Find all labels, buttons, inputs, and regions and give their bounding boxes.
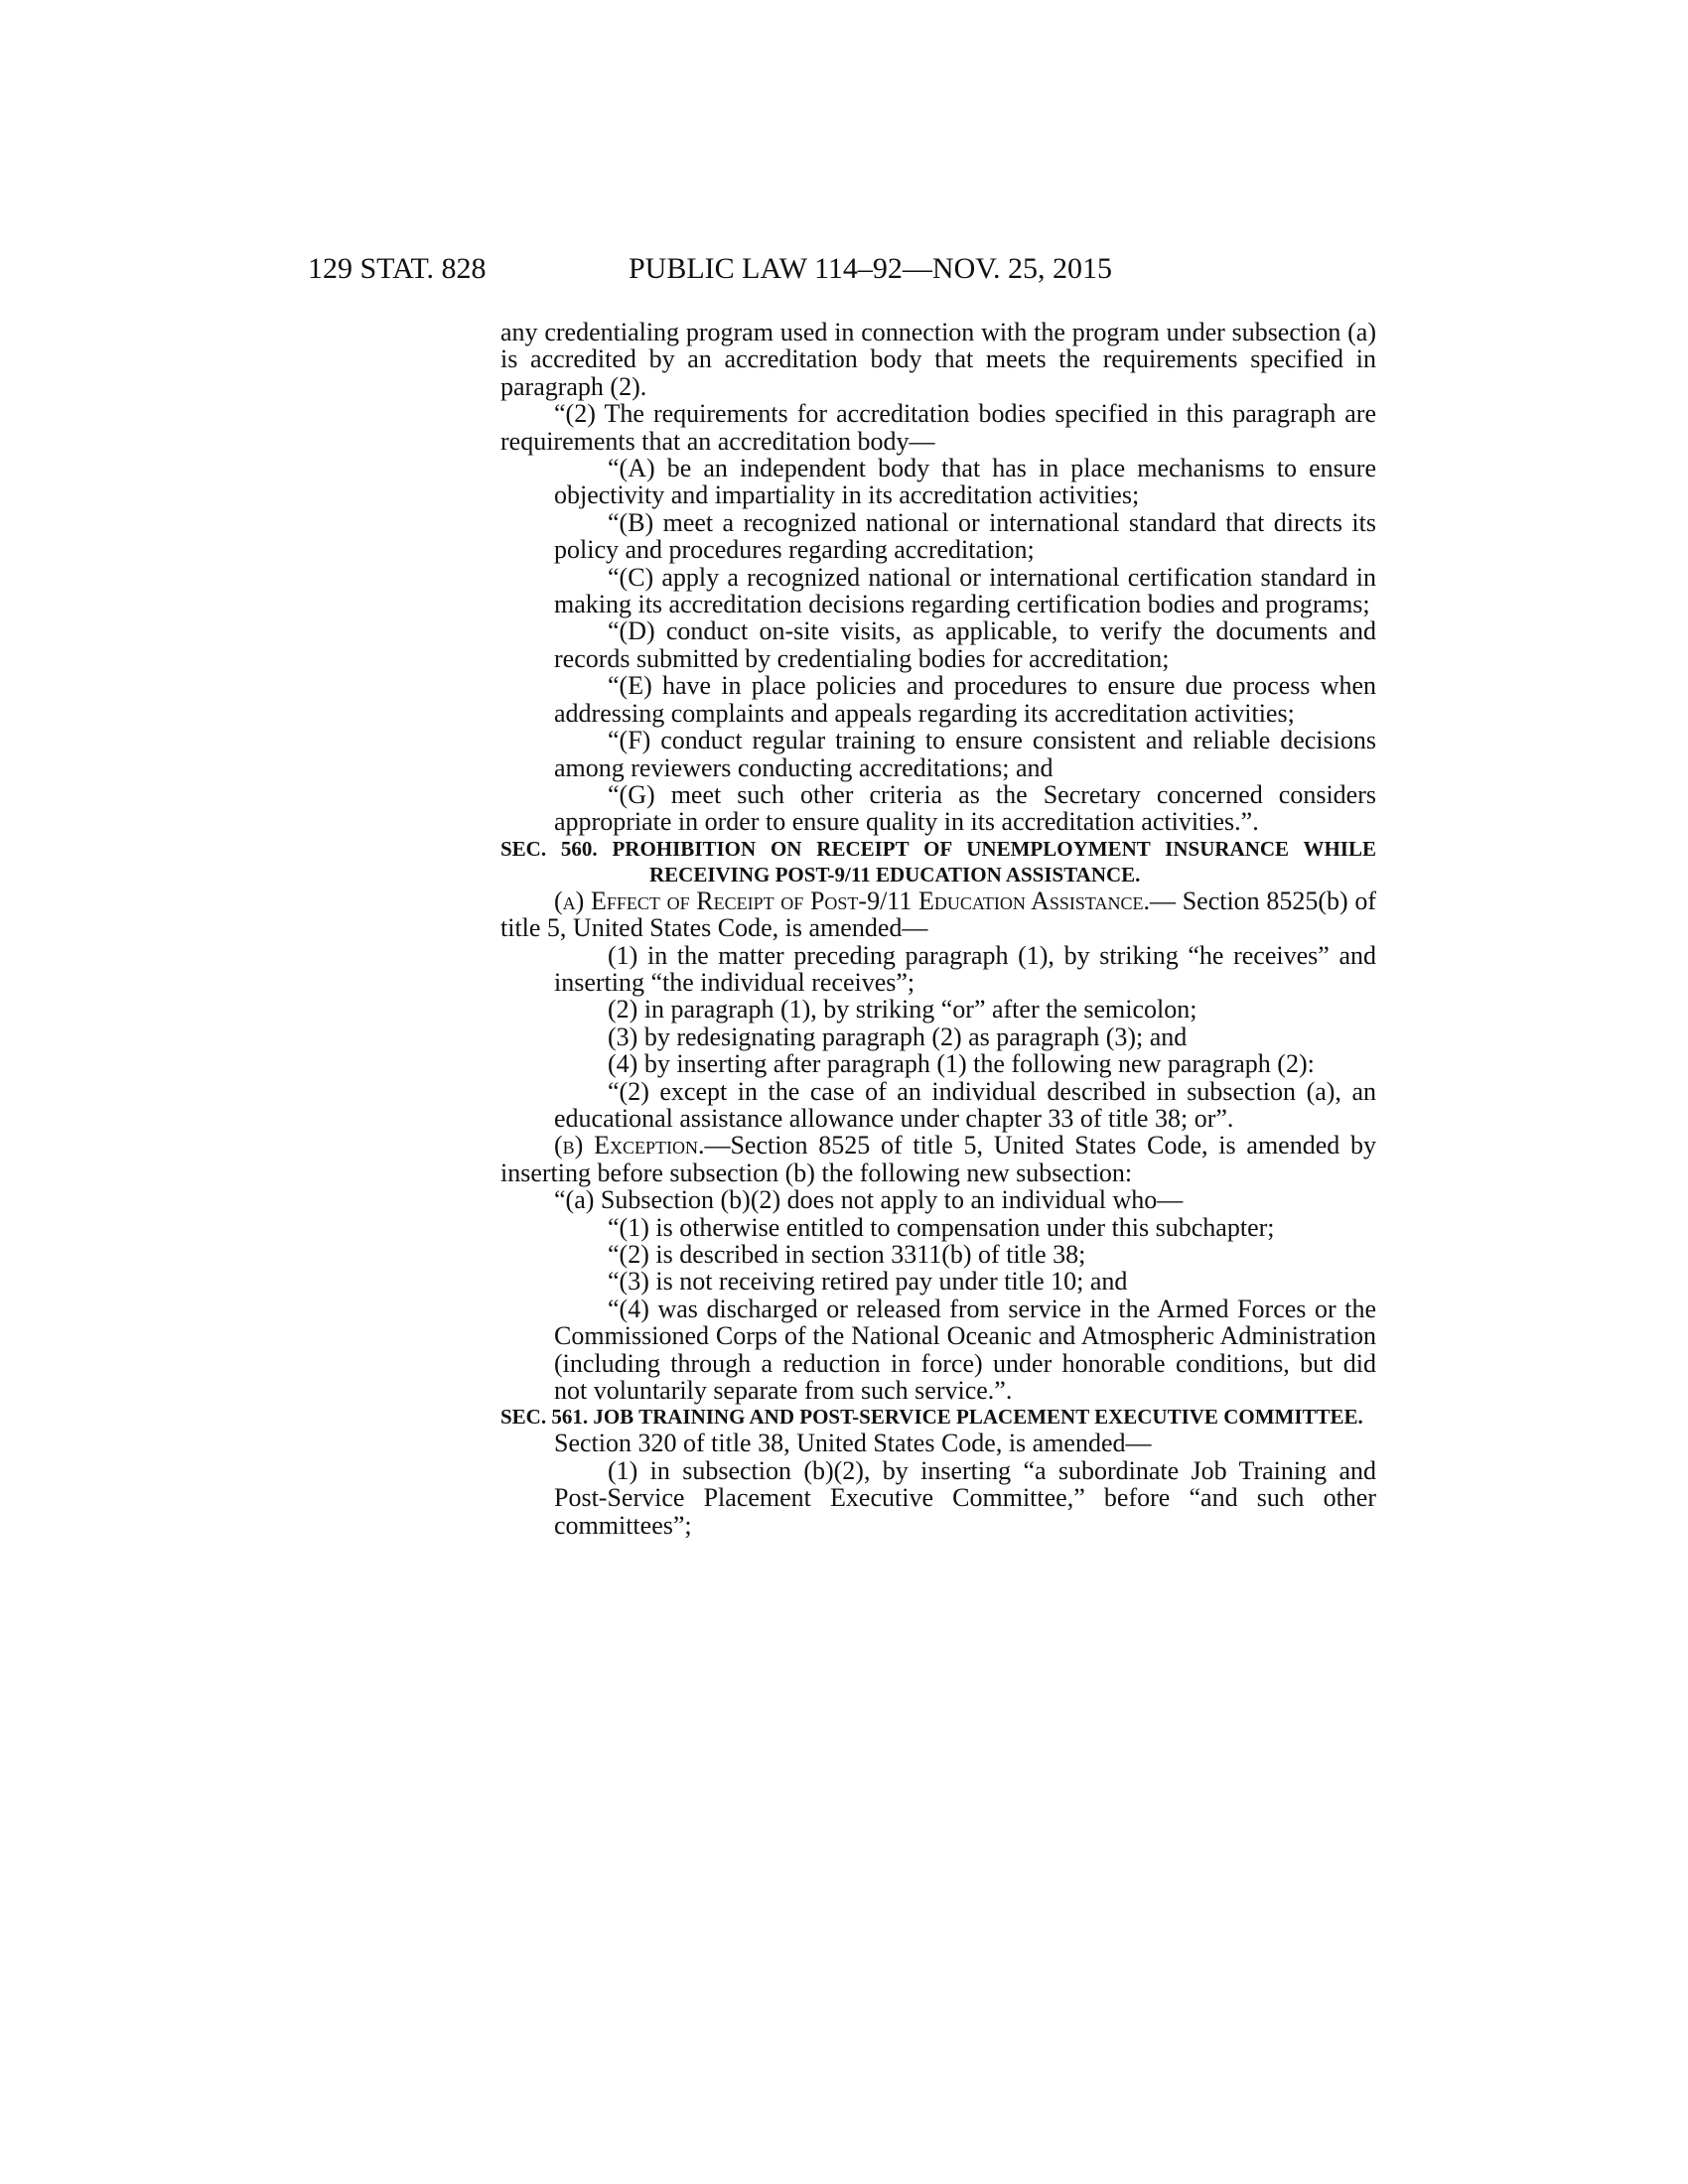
subparagraph-d: “(D) conduct on-site visits, as applicable, to verify the documents and records submitted by credentialing bodies for accreditation;: [554, 616, 1376, 673]
section-560-subsection-a: [500, 887, 1376, 942]
section-560-b-item-4: “(4) was discharged or released from service in the Armed Forces or the Commissioned Corps of the National Oceanic and Atmospheric Administration (including through a reduction in force) under honorable conditions, but did not voluntarily separate from such service.”.: [554, 1294, 1376, 1406]
section-561-heading: SEC. 561. JOB TRAINING AND POST-SERVICE PLACEMENT EXECUTIVE COMMITTEE.: [500, 1405, 1363, 1430]
document-body: [500, 319, 1376, 1539]
page-header-title: PUBLIC LAW 114–92—NOV. 25, 2015: [629, 252, 1113, 285]
subparagraph-c: “(C) apply a recognized national or international certification standard in making its accreditation decisions regarding certification bodies and programs;: [554, 562, 1376, 619]
paragraph-2: “(2) The requirements for accreditation bodies specified in this paragraph are requirements that an accreditation body—: [500, 399, 1376, 456]
section-561-item-1: (1) in subsection (b)(2), by inserting “a subordinate Job Training and Post-Service Placement Executive Committee,” before “and such other committees”;: [554, 1455, 1376, 1540]
section-560-a-item-4: (4) by inserting after paragraph (1) the following new paragraph (2):: [608, 1049, 1315, 1079]
section-560-b-item-1: “(1) is otherwise entitled to compensation under this subchapter;: [608, 1212, 1275, 1242]
section-560-a-item-1: (1) in the matter preceding paragraph (1), by striking “he receives” and inserting “the individual receives”;: [554, 940, 1376, 997]
section-560-heading: SEC. 560. PROHIBITION ON RECEIPT OF UNEMPLOYMENT INSURANCE WHILE RECEIVING POST-9/11 EDUCATION ASSISTANCE.: [500, 836, 1376, 887]
page-reference: 129 STAT. 828: [308, 252, 487, 285]
section-560-a-inserted-text: “(2) except in the case of an individual described in subsection (a), an educational assistance allowance under chapter 33 of title 38; or”.: [554, 1076, 1376, 1133]
section-560-a-item-2: (2) in paragraph (1), by striking “or” after the semicolon;: [608, 995, 1197, 1024]
section-560-b-inserted-a: “(a) Subsection (b)(2) does not apply to an individual who—: [554, 1185, 1184, 1215]
subparagraph-a: “(A) be an independent body that has in place mechanisms to ensure objectivity and impartiality in its accreditation activities;: [554, 454, 1376, 510]
section-560-b-item-2: “(2) is described in section 3311(b) of title 38;: [608, 1240, 1086, 1269]
subparagraph-f: “(F) conduct regular training to ensure consistent and reliable decisions among reviewers conducting accreditations; and: [554, 726, 1376, 782]
section-561-text: Section 320 of title 38, United States Code, is amended—: [554, 1429, 1152, 1458]
subsection-a-caption: (a) Effect of Receipt of Post-9/11 Education Assistance.—: [554, 886, 1176, 915]
section-560-b-item-3: “(3) is not receiving retired pay under title 10; and: [608, 1267, 1128, 1297]
subsection-b-caption: (b) Exception.—: [554, 1131, 731, 1160]
subparagraph-e: “(E) have in place policies and procedures to ensure due process when addressing complaints and appeals regarding its accreditation activities;: [554, 671, 1376, 728]
subsection-a-text: Section 8525(b) of title 5, United States Code, is amended—: [500, 886, 1377, 943]
section-560-a-item-3: (3) by redesignating paragraph (2) as paragraph (3); and: [608, 1022, 1188, 1051]
section-560-subsection-b: [500, 1132, 1376, 1186]
subparagraph-g: “(G) meet such other criteria as the Secretary concerned considers appropriate in order to ensure quality in its accreditation activities.”.: [554, 779, 1376, 837]
subsection-b-text: Section 8525 of title 5, United States Code, is amended by inserting before subsection (b) the following new subsection:: [500, 1131, 1376, 1187]
paragraph-continued: any credentialing program used in connection with the program under subsection (a) is accredited by an accreditation body that meets the requirements specified in paragraph (2).: [500, 318, 1376, 401]
subparagraph-b: “(B) meet a recognized national or international standard that directs its policy and procedures regarding accreditation;: [554, 507, 1376, 565]
